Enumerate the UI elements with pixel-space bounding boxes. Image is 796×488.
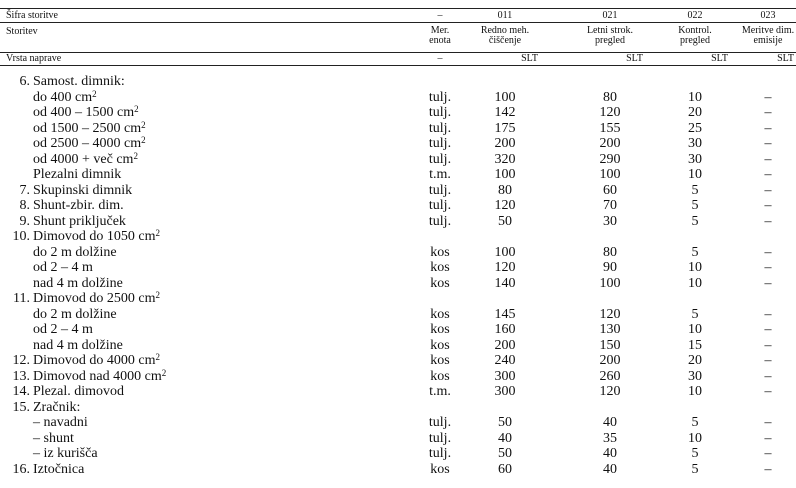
row-unit: kos [430, 368, 450, 384]
table-row [0, 322, 796, 338]
header-code-c1: 011 [497, 10, 513, 21]
row-value-021: 90 [603, 260, 617, 275]
row-unit: tulj. [428, 105, 452, 120]
row-value-021: 60 [603, 182, 617, 198]
header-service-c4: Meritve dim. emisije [741, 25, 795, 46]
header-service-c3: Kontrol. pregled [678, 25, 712, 46]
row-value-011: 120 [494, 260, 516, 275]
row-value-021: 100 [599, 275, 621, 291]
table-row [0, 214, 796, 230]
row-number: 6. [19, 74, 30, 89]
row-number: 16. [12, 461, 30, 477]
row-label [33, 229, 160, 245]
row-unit: kos [430, 353, 450, 368]
row-label-text: od 2500 – 4000 cm [33, 136, 142, 151]
row-number: 11. [13, 291, 30, 306]
table-row [0, 90, 796, 106]
row-value-023: – [764, 198, 772, 213]
row-label [33, 291, 160, 307]
table-row [0, 384, 796, 400]
row-value-023: – [764, 89, 772, 105]
row-value-021: 30 [603, 213, 617, 229]
row-label: Samost. dimnik: [33, 74, 125, 89]
row-value-021: 260 [599, 368, 621, 384]
row-value-023: – [764, 415, 772, 430]
row-value-021: 40 [603, 446, 617, 461]
row-label: Plezalni dimnik [33, 167, 122, 182]
table-row [0, 198, 796, 214]
header-service-unit: Mer. enota [429, 25, 451, 46]
row-value-022: 20 [688, 353, 702, 368]
row-label-superscript: 2 [155, 290, 160, 300]
row-value-011: 200 [494, 337, 516, 353]
row-unit: tulj. [428, 415, 452, 430]
row-value-022: 5 [691, 213, 699, 229]
row-value-022: 10 [688, 430, 702, 446]
row-label: Skupinski dimnik [33, 182, 133, 198]
row-label-text: od 400 – 1500 cm [33, 105, 135, 120]
row-value-021: 200 [599, 136, 621, 151]
row-value-022: 5 [691, 306, 699, 322]
table-row [0, 446, 796, 462]
table-row [0, 415, 796, 431]
row-value-023: – [764, 182, 772, 198]
row-label: – navadni [33, 415, 88, 430]
row-value-011: 142 [494, 105, 516, 120]
row-label: – iz kurišča [33, 446, 98, 461]
row-value-011: 40 [498, 430, 512, 446]
header-device-c4: SLT [777, 53, 794, 64]
row-value-011: 50 [498, 415, 512, 430]
row-value-021: 290 [599, 151, 621, 167]
row-value-022: 5 [691, 244, 699, 260]
table-row [0, 136, 796, 152]
row-label [33, 121, 146, 137]
table-row [0, 245, 796, 261]
row-unit: tulj. [428, 120, 452, 136]
row-label: do 2 m dolžine [33, 306, 117, 322]
row-label-text: Dimovod nad 4000 cm [33, 368, 162, 384]
row-value-023: – [764, 384, 772, 399]
table-row [0, 400, 796, 416]
row-unit: tulj. [428, 198, 452, 213]
row-label: Shunt-zbir. dim. [33, 198, 124, 213]
row-unit: kos [430, 306, 450, 322]
row-value-011: 140 [494, 275, 516, 291]
row-number: 13. [12, 368, 30, 384]
row-label: Shunt priključek [33, 213, 126, 229]
row-unit: tulj. [428, 430, 452, 446]
row-value-011: 120 [494, 198, 516, 213]
row-value-022: 5 [691, 415, 699, 430]
table-row [0, 338, 796, 354]
header-code-label: Šifra storitve [6, 10, 58, 21]
row-label [33, 152, 138, 168]
row-label: od 2 – 4 m [33, 322, 93, 337]
row-value-022: 20 [688, 105, 702, 120]
header-device-c2: SLT [626, 53, 643, 64]
row-value-023: – [764, 151, 772, 167]
row-unit: kos [430, 337, 450, 353]
table-row [0, 307, 796, 323]
row-value-023: – [764, 244, 772, 260]
row-unit: tulj. [428, 151, 452, 167]
row-value-021: 40 [603, 415, 617, 430]
row-unit: kos [430, 275, 450, 291]
row-unit: tulj. [428, 182, 452, 198]
row-label: – shunt [33, 430, 74, 446]
table-row [0, 105, 796, 121]
row-value-023: – [764, 120, 772, 136]
row-value-023: – [764, 105, 772, 120]
row-label-superscript: 2 [155, 352, 160, 362]
row-value-011: 145 [494, 306, 516, 322]
row-value-023: – [764, 167, 772, 182]
header-device-c3: SLT [711, 53, 728, 64]
row-number: 12. [12, 353, 30, 368]
row-value-022: 5 [691, 198, 699, 213]
table-row [0, 462, 796, 478]
row-label-text: od 4000 + več cm [33, 151, 134, 167]
row-label-superscript: 2 [141, 135, 146, 145]
row-label-superscript: 2 [134, 104, 139, 114]
row-label: Zračnik: [33, 399, 81, 415]
row-number: 15. [12, 399, 30, 415]
row-value-023: – [764, 306, 772, 322]
row-value-022: 10 [688, 260, 702, 275]
row-value-022: 5 [691, 182, 699, 198]
row-value-011: 100 [494, 244, 516, 260]
header-service-label: Storitev [6, 26, 38, 37]
table-row [0, 74, 796, 90]
row-value-011: 175 [494, 120, 516, 136]
row-value-022: 15 [688, 337, 702, 353]
table-row [0, 369, 796, 385]
header-device-unit: – [437, 53, 443, 64]
row-label [33, 353, 160, 369]
row-unit: tulj. [428, 89, 452, 105]
row-unit: kos [430, 322, 450, 337]
row-value-023: – [764, 322, 772, 337]
row-value-021: 150 [599, 337, 621, 353]
table-row [0, 183, 796, 199]
row-value-023: – [764, 461, 772, 477]
row-label-text: Dimovod do 2500 cm [33, 291, 156, 306]
row-value-021: 120 [599, 384, 621, 399]
row-value-021: 40 [603, 461, 617, 477]
header-device-c1: SLT [521, 53, 538, 64]
row-value-023: – [764, 430, 772, 446]
row-number: 8. [19, 198, 30, 213]
row-value-021: 200 [599, 353, 621, 368]
row-value-011: 50 [498, 213, 512, 229]
row-value-021: 120 [599, 105, 621, 120]
header-device-label: Vrsta naprave [6, 53, 62, 64]
row-value-011: 300 [494, 384, 516, 399]
row-number: 14. [12, 384, 30, 399]
row-value-023: – [764, 136, 772, 151]
header-code-c3: 022 [687, 10, 703, 21]
row-value-022: 5 [691, 446, 699, 461]
row-value-023: – [764, 260, 772, 275]
table-row [0, 121, 796, 137]
row-unit: t.m. [429, 167, 451, 182]
row-label [33, 136, 146, 152]
table-row [0, 260, 796, 276]
row-unit: tulj. [428, 446, 452, 461]
row-value-023: – [764, 275, 772, 291]
row-value-022: 30 [688, 368, 702, 384]
row-value-023: – [764, 353, 772, 368]
row-value-011: 60 [498, 461, 512, 477]
row-value-023: – [764, 446, 772, 461]
table-row [0, 276, 796, 292]
row-label: nad 4 m dolžine [33, 275, 123, 291]
row-label: do 2 m dolžine [33, 244, 117, 260]
row-label-superscript: 2 [92, 88, 97, 99]
row-value-022: 10 [688, 167, 702, 182]
table-row [0, 229, 796, 245]
row-value-021: 130 [599, 322, 621, 337]
table-row [0, 167, 796, 183]
table-body [0, 74, 796, 477]
row-value-011: 100 [494, 89, 516, 105]
row-label-superscript: 2 [141, 119, 146, 130]
row-value-023: – [764, 213, 772, 229]
row-value-021: 155 [599, 120, 621, 136]
row-value-011: 240 [494, 353, 516, 368]
row-label-text: do 400 cm [33, 89, 93, 105]
row-label-superscript: 2 [133, 150, 138, 161]
row-number: 7. [19, 182, 30, 198]
table-row [0, 291, 796, 307]
row-label: Iztočnica [33, 461, 85, 477]
row-label-text: Dimovod do 4000 cm [33, 353, 156, 368]
header-rule-3 [0, 65, 796, 66]
header-code-c2: 021 [602, 10, 618, 21]
row-value-011: 300 [494, 368, 516, 384]
row-label [33, 90, 97, 106]
header-rule-1 [0, 22, 796, 23]
table-row [0, 353, 796, 369]
row-value-022: 10 [688, 384, 702, 399]
row-value-011: 80 [498, 182, 512, 198]
row-value-021: 80 [603, 89, 617, 105]
row-label-superscript: 2 [161, 367, 167, 378]
row-value-023: – [764, 368, 772, 384]
header-top-rule [0, 8, 796, 9]
header-service-c1: Redno meh. čiščenje [480, 25, 530, 46]
row-value-022: 10 [688, 89, 702, 105]
row-label: nad 4 m dolžine [33, 337, 123, 353]
row-unit: kos [430, 244, 450, 260]
row-value-022: 5 [691, 461, 699, 477]
row-unit: kos [430, 461, 450, 477]
row-unit: tulj. [428, 136, 452, 151]
row-number: 10. [12, 229, 30, 244]
table-row [0, 152, 796, 168]
row-value-011: 320 [494, 151, 516, 167]
row-label-superscript: 2 [155, 228, 160, 238]
row-value-021: 100 [599, 167, 621, 182]
row-label-text: Dimovod do 1050 cm [33, 229, 156, 244]
row-unit: t.m. [429, 384, 451, 399]
row-value-021: 80 [603, 244, 617, 260]
header-code-unit: – [437, 10, 443, 21]
table-row [0, 431, 796, 447]
row-label: Plezal. dimovod [33, 384, 124, 399]
row-value-022: 30 [688, 136, 702, 151]
row-value-011: 50 [498, 446, 512, 461]
row-value-011: 100 [494, 167, 516, 182]
row-value-021: 120 [599, 306, 621, 322]
row-value-022: 25 [688, 120, 702, 136]
row-label [33, 105, 139, 121]
row-label [33, 369, 166, 385]
row-value-021: 35 [603, 430, 617, 446]
header-service-c2: Letni strok. pregled [586, 25, 634, 46]
row-value-022: 10 [688, 322, 702, 337]
row-value-011: 200 [494, 136, 516, 151]
row-value-022: 10 [688, 275, 702, 291]
row-unit: tulj. [428, 213, 452, 229]
row-number: 9. [19, 213, 30, 229]
row-value-023: – [764, 337, 772, 353]
row-value-022: 30 [688, 151, 702, 167]
row-label-text: od 1500 – 2500 cm [33, 120, 142, 136]
row-unit: kos [430, 260, 450, 275]
row-value-021: 70 [603, 198, 617, 213]
header-code-c4: 023 [760, 10, 776, 21]
row-value-011: 160 [494, 322, 516, 337]
row-label: od 2 – 4 m [33, 260, 93, 275]
